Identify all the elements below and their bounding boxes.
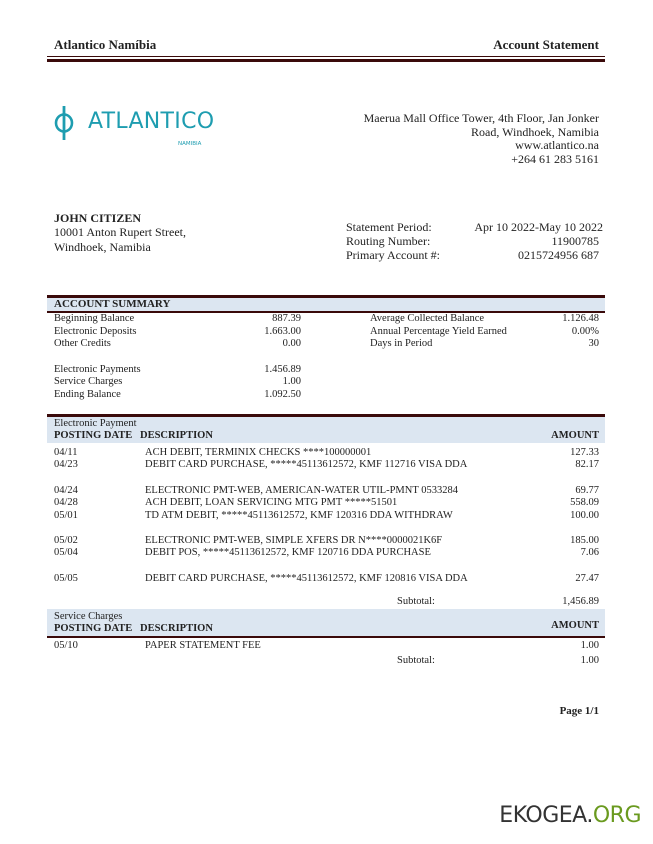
subtotal-label: Subtotal: xyxy=(397,655,435,666)
address-line: Road, Windhoek, Namibia xyxy=(471,124,599,139)
summary-value: 30 xyxy=(588,338,599,349)
description: ACH DEBIT, LOAN SERVICING MTG PMT *****51501 xyxy=(145,497,398,508)
description: DEBIT CARD PURCHASE, *****45113612572, KMF 120816 VISA DDA xyxy=(145,573,468,584)
info-label: Statement Period: xyxy=(346,220,432,234)
description: TD ATM DEBIT, *****45113612572, KMF 120316 DDA WITHDRAW xyxy=(145,510,453,521)
watermark-text-accent: ORG xyxy=(592,803,641,828)
amount: 7.06 xyxy=(580,547,599,558)
customer-address: Windhoek, Namibia xyxy=(54,239,151,254)
posting-date: 05/04 xyxy=(54,547,78,558)
description: ELECTRONIC PMT-WEB, SIMPLE XFERS DR N****0000021K6F xyxy=(145,535,443,546)
posting-date: 04/28 xyxy=(54,497,78,508)
amount: 69.77 xyxy=(575,485,599,496)
bank-address xyxy=(364,112,599,166)
table-row xyxy=(54,510,599,523)
header-rule-thick xyxy=(47,59,605,62)
service-rule xyxy=(47,636,605,638)
description: ELECTRONIC PMT-WEB, AMERICAN-WATER UTIL-PMNT 0533284 xyxy=(145,485,458,496)
summary-value: 1.092.50 xyxy=(264,388,301,400)
description: DEBIT POS, *****45113612572, KMF 120716 DDA PURCHASE xyxy=(145,547,431,558)
posting-date: 05/05 xyxy=(54,573,78,584)
posting-date: 05/10 xyxy=(54,640,78,651)
summary-title: ACCOUNT SUMMARY xyxy=(54,298,171,310)
bank-phone: +264 61 283 5161 xyxy=(511,151,599,166)
table-row xyxy=(54,459,599,472)
summary-value: 1.456.89 xyxy=(264,363,301,375)
description: PAPER STATEMENT FEE xyxy=(145,640,261,651)
col-amount: AMOUNT xyxy=(551,620,599,631)
amount: 82.17 xyxy=(575,459,599,470)
col-amount: AMOUNT xyxy=(551,430,599,441)
info-label: Routing Number: xyxy=(346,234,431,248)
watermark xyxy=(499,803,641,828)
table-row xyxy=(54,640,599,653)
description: ACH DEBIT, TERMINIX CHECKS ****100000001 xyxy=(145,447,372,458)
section-title: Electronic Payment xyxy=(54,418,137,429)
service-subtotal: 1.00 xyxy=(580,655,599,666)
logo-text: ATLANTICO xyxy=(88,109,215,134)
watermark-text: EKOGEA. xyxy=(499,803,593,828)
summary-value: 1.126.48 xyxy=(562,313,599,324)
bank-name-header: Atlantico Namíbia xyxy=(54,37,157,52)
summary-label: Electronic Deposits xyxy=(54,325,137,337)
subtotal-label: Subtotal: xyxy=(397,596,435,607)
routing-number: 11900785 xyxy=(551,234,599,248)
summary-label: Days in Period xyxy=(370,338,433,349)
table-row xyxy=(54,547,599,560)
summary-value: 1.663.00 xyxy=(264,325,301,337)
electronic-subtotal: 1,456.89 xyxy=(562,596,599,607)
amount: 100.00 xyxy=(570,510,599,521)
service-header-band xyxy=(47,609,605,636)
summary-value: 0.00 xyxy=(282,338,301,349)
customer-name: JOHN CITIZEN xyxy=(54,211,142,225)
amount: 185.00 xyxy=(570,535,599,546)
logo xyxy=(52,104,215,155)
document-title: Account Statement xyxy=(493,37,599,52)
summary-label: Average Collected Balance xyxy=(370,313,485,324)
summary-label: Service Charges xyxy=(54,376,123,387)
logo-subtext: NAMIBIA xyxy=(178,141,202,147)
amount: 1.00 xyxy=(580,640,599,651)
posting-date: 04/11 xyxy=(54,447,78,458)
table-row xyxy=(54,497,599,510)
account-number: 0215724956 687 xyxy=(518,248,599,262)
col-description: DESCRIPTION xyxy=(140,430,213,441)
address-line: Maerua Mall Office Tower, 4th Floor, Jan Jonker xyxy=(363,111,599,125)
summary-right xyxy=(370,313,599,351)
summary-value: 887.39 xyxy=(272,313,301,324)
posting-date: 05/02 xyxy=(54,535,78,546)
amount: 127.33 xyxy=(570,447,599,458)
header-rule xyxy=(47,56,605,57)
customer-address: 10001 Anton Rupert Street, xyxy=(54,225,186,240)
posting-date: 04/23 xyxy=(54,459,78,470)
summary-label: Beginning Balance xyxy=(54,313,135,324)
page-number: Page 1/1 xyxy=(559,705,599,717)
info-label: Primary Account #: xyxy=(346,248,440,262)
posting-date: 05/01 xyxy=(54,510,78,521)
summary-value: 0.00% xyxy=(571,325,599,337)
amount: 558.09 xyxy=(570,497,599,508)
summary-label: Other Credits xyxy=(54,338,111,349)
amount: 27.47 xyxy=(575,573,599,584)
col-posting-date: POSTING DATE xyxy=(54,430,133,441)
table-row xyxy=(54,573,599,586)
description: DEBIT CARD PURCHASE, *****45113612572, KMF 112716 VISA DDA xyxy=(145,459,468,470)
bank-website: www.atlantico.na xyxy=(515,138,599,153)
summary-value: 1.00 xyxy=(282,376,301,387)
summary-label: Annual Percentage Yield Earned xyxy=(370,325,507,337)
section-title: Service Charges xyxy=(54,611,123,622)
summary-left xyxy=(54,313,301,401)
summary-header-band xyxy=(47,298,605,311)
statement-info xyxy=(346,220,603,262)
posting-date: 04/24 xyxy=(54,485,78,496)
summary-label: Ending Balance xyxy=(54,388,121,400)
col-description: DESCRIPTION xyxy=(140,623,213,634)
customer-block xyxy=(54,211,186,254)
col-posting-date: POSTING DATE xyxy=(54,623,133,634)
statement-period: Apr 10 2022-May 10 2022 xyxy=(474,220,603,234)
electronic-header-band xyxy=(47,417,605,443)
summary-label: Electronic Payments xyxy=(54,363,141,375)
